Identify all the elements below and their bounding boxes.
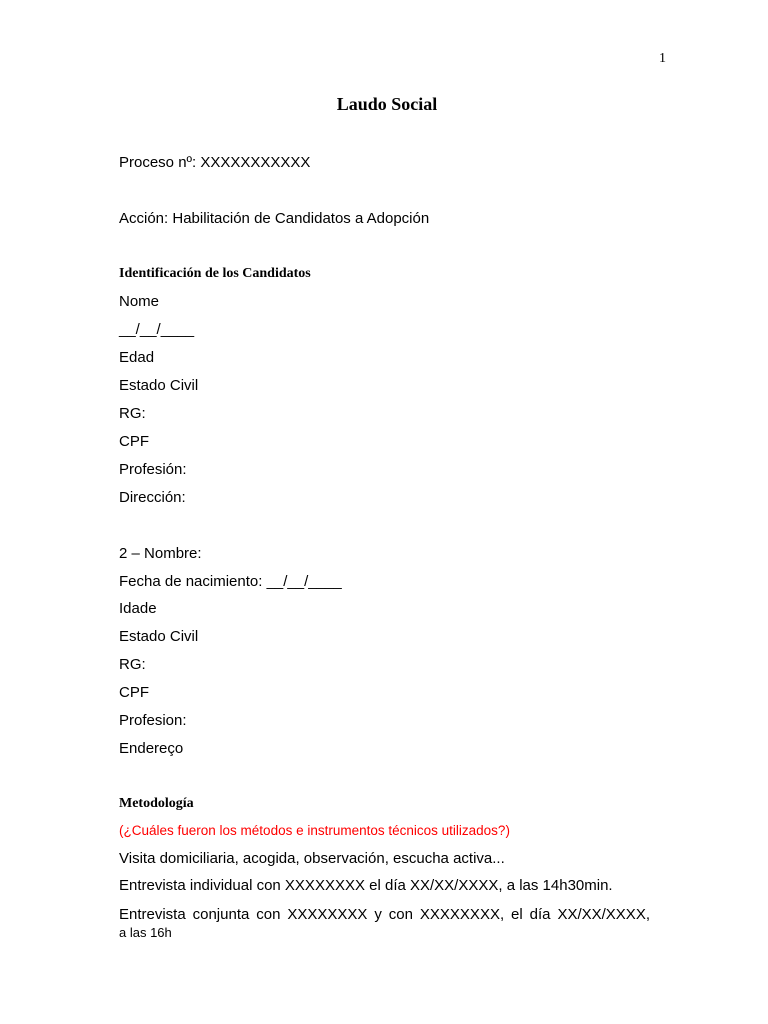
candidate2-address-label: Endereço — [119, 740, 184, 757]
candidate1-name-label: Nome — [119, 293, 160, 310]
methodology-heading: Metodología — [119, 796, 194, 811]
document-title: Laudo Social — [336, 94, 438, 114]
candidate2-profession-label: Profesion: — [119, 712, 187, 729]
candidate2-name-label: 2 – Nombre: — [119, 545, 202, 562]
candidate2-birthdate-field: Fecha de nacimiento: __/__/____ — [119, 573, 342, 590]
candidate1-address-label: Dirección: — [119, 489, 186, 506]
candidate1-rg-label: RG: — [119, 405, 146, 422]
methodology-line-joint-interview: Entrevista conjunta con XXXXXXXX y con XXXXXXXX, el día XX/XX/XXXX, — [119, 906, 650, 923]
candidate2-cpf-label: CPF — [119, 684, 149, 701]
methodology-line-individual-interview: Entrevista individual con XXXXXXXX el día XX/XX/XXXX, a las 14h30min. — [119, 877, 613, 894]
candidate1-profession-label: Profesión: — [119, 461, 187, 478]
candidate1-age-label: Edad — [119, 349, 155, 366]
candidate1-civil-status-label: Estado Civil — [119, 377, 199, 394]
methodology-line-continuation: a las 16h — [119, 925, 172, 940]
candidate2-civil-status-label: Estado Civil — [119, 628, 199, 645]
methodology-line-visit: Visita domiciliaria, acogida, observación, escucha activa... — [119, 850, 505, 867]
methodology-question: (¿Cuáles fueron los métodos e instrumentos técnicos utilizados?) — [119, 823, 510, 838]
candidate2-age-label: Idade — [119, 600, 157, 617]
process-line: Proceso nº: XXXXXXXXXXX — [119, 154, 311, 171]
candidate2-rg-label: RG: — [119, 656, 146, 673]
action-line: Acción: Habilitación de Candidatos a Adopción — [119, 210, 430, 227]
page-number: 1 — [659, 51, 666, 66]
candidate1-cpf-label: CPF — [119, 433, 149, 450]
identification-heading: Identificación de los Candidatos — [119, 266, 311, 281]
candidate1-birthdate-field: __/__/____ — [119, 321, 195, 338]
